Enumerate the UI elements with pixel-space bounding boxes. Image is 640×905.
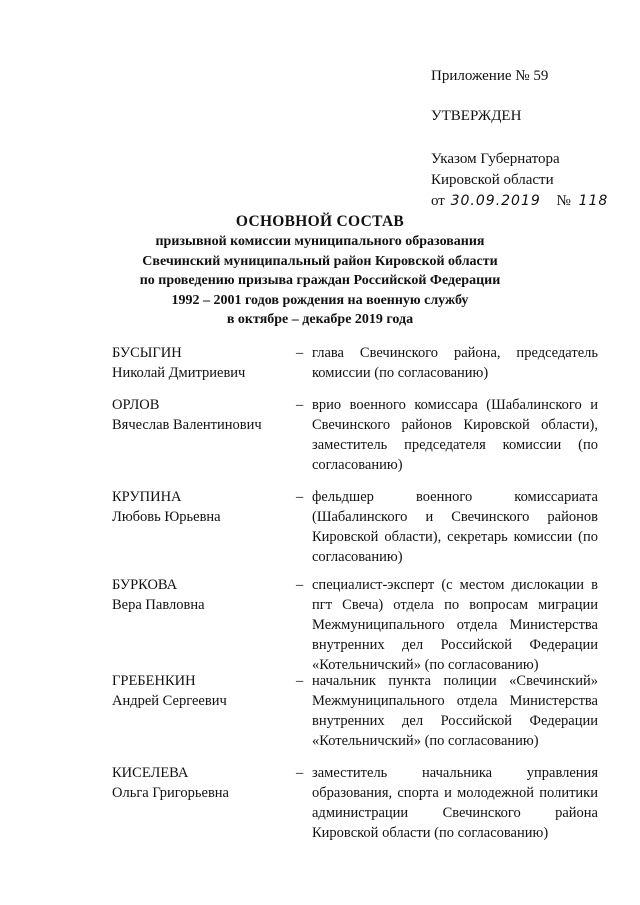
dash-separator: – <box>296 765 304 781</box>
dash-separator: – <box>296 489 304 505</box>
member-name <box>112 343 296 395</box>
title-main: ОСНОВНОЙ СОСТАВ <box>235 213 405 230</box>
handwritten-date: 30.09.2019 <box>450 193 541 209</box>
member-surname: КИСЕЛЕВА <box>112 765 189 781</box>
member-given-name: Вера Павловна <box>112 597 205 613</box>
number-label: № <box>556 193 571 209</box>
appendix-number: Приложение № 59 <box>431 68 549 84</box>
title-line: призывной комиссии муниципального образования <box>155 234 485 249</box>
member-role: специалист-эксперт (с местом дислокации в пгт Свеча) отдела по вопросам миграции Межмуниципального отдела Министерства внутренних дел Российской Федерации «Котельничский» (по согласованию) <box>312 577 598 673</box>
dash-separator: – <box>296 345 304 361</box>
dash-separator: – <box>296 397 304 413</box>
member-given-name: Вячеслав Валентинович <box>112 417 262 433</box>
approved-label: УТВЕРЖДЕН <box>431 108 522 124</box>
member-role: глава Свечинского района, председатель комиссии (по согласованию) <box>312 345 598 381</box>
member-name <box>112 575 296 671</box>
from-label: от <box>431 193 445 209</box>
member-name <box>112 671 296 763</box>
dash-separator: – <box>296 577 304 593</box>
title-line: Свечинский муниципальный район Кировской области <box>142 253 498 269</box>
member-name <box>112 487 296 575</box>
member-list <box>112 343 600 843</box>
title-line: 1992 – 2001 годов рождения на военную службу <box>171 292 469 308</box>
member-surname: ГРЕБЕНКИН <box>112 673 196 689</box>
member-surname: ОРЛОВ <box>112 397 160 413</box>
member-surname: БУРКОВА <box>112 577 178 593</box>
member-role: заместитель начальника управления образования, спорта и молодежной политики администрации Свечинского района Кировской области (по согласованию) <box>312 765 598 841</box>
document-title <box>0 212 640 330</box>
member-surname: КРУПИНА <box>112 489 182 505</box>
handwritten-number: 118 <box>578 193 609 209</box>
member-surname: БУСЫГИН <box>112 345 182 361</box>
dash-separator: – <box>296 673 304 689</box>
member-given-name: Николай Дмитриевич <box>112 365 246 381</box>
member-row <box>112 763 600 843</box>
member-role: начальник пункта полиции «Свечинский» Межмуниципального отдела Министерства внутренних дел Российской Федерации «Котельничский» (по согласованию) <box>312 673 598 749</box>
approval-block <box>431 66 608 212</box>
member-name <box>112 763 296 843</box>
member-role: фельдшер военного комиссариата (Шабалинского и Свечинского районов Кировской области), секретарь комиссии (по согласованию) <box>312 489 598 565</box>
member-row <box>112 395 600 487</box>
member-row <box>112 575 600 671</box>
member-role: врио военного комиссара (Шабалинского и Свечинского районов Кировской области), заместитель председателя комиссии (по согласованию) <box>312 397 598 473</box>
member-name <box>112 395 296 487</box>
title-line: по проведению призыва граждан Российской Федерации <box>139 273 501 288</box>
decree-date-line <box>431 191 608 212</box>
member-given-name: Любовь Юрьевна <box>112 509 221 525</box>
member-given-name: Ольга Григорьевна <box>112 785 229 801</box>
member-row <box>112 671 600 763</box>
decree-line-2: Кировской области <box>431 172 554 188</box>
member-row <box>112 487 600 575</box>
member-row <box>112 343 600 395</box>
decree-line-1: Указом Губернатора <box>431 151 560 167</box>
title-line: в октябре – декабре 2019 года <box>226 312 414 327</box>
member-given-name: Андрей Сергеевич <box>112 693 227 709</box>
